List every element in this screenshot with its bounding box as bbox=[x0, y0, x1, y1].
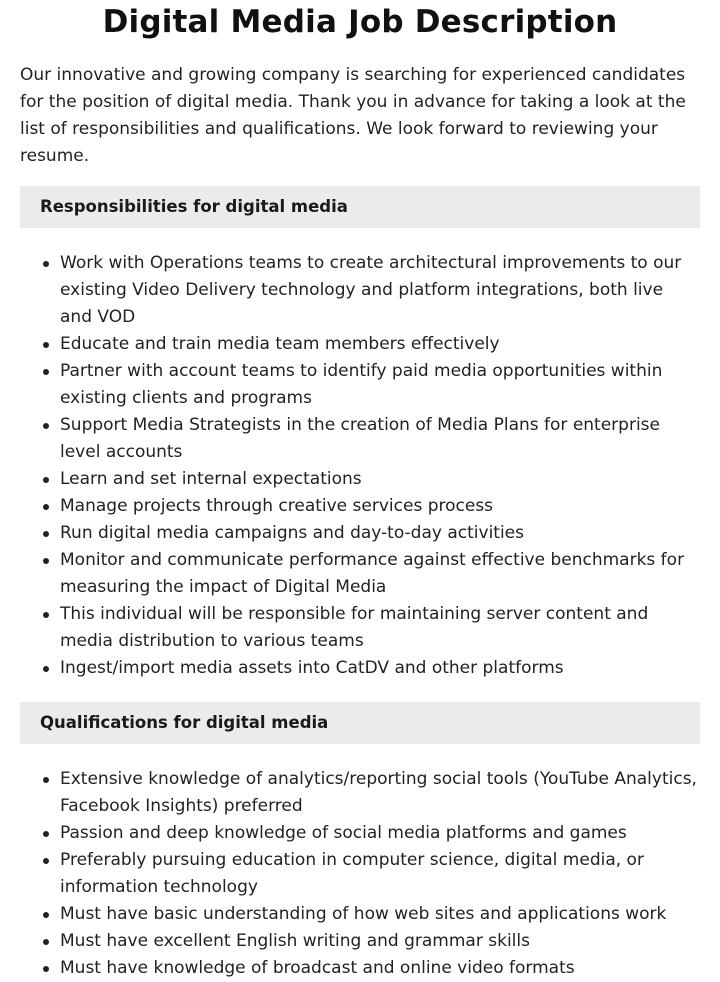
list-item: Must have excellent English writing and grammar skills bbox=[60, 928, 700, 955]
list-item: This individual will be responsible for maintaining server content and media distribution to various teams bbox=[60, 601, 700, 655]
list-item: Support Media Strategists in the creation of Media Plans for enterprise level accounts bbox=[60, 412, 700, 466]
list-item: Educate and train media team members effectively bbox=[60, 331, 700, 358]
list-item: Ingest/import media assets into CatDV and other platforms bbox=[60, 655, 700, 682]
list-item: Work with Operations teams to create architectural improvements to our existing Video Delivery technology and platform integrations, both live and VOD bbox=[60, 250, 700, 331]
list-item: Must have basic understanding of how web sites and applications work bbox=[60, 901, 700, 928]
qualifications-header: Qualifications for digital media bbox=[20, 702, 700, 744]
list-item: Preferably pursuing education in computer science, digital media, or information technology bbox=[60, 847, 700, 901]
list-item: Manage projects through creative services process bbox=[60, 493, 700, 520]
intro-paragraph: Our innovative and growing company is searching for experienced candidates for the position of digital media. Thank you in advance for taking a look at the list of responsibilities and qualifications. We look forward to reviewing your resume. bbox=[20, 65, 686, 166]
list-item: Monitor and communicate performance against effective benchmarks for measuring the impact of Digital Media bbox=[60, 547, 700, 601]
list-item: Passion and deep knowledge of social media platforms and games bbox=[60, 820, 700, 847]
qualifications-list bbox=[20, 766, 700, 982]
responsibilities-list bbox=[20, 250, 700, 682]
page-title: Digital Media Job Description bbox=[102, 4, 618, 40]
responsibilities-header: Responsibilities for digital media bbox=[20, 186, 700, 228]
list-item: Learn and set internal expectations bbox=[60, 466, 700, 493]
list-item: Partner with account teams to identify paid media opportunities within existing clients and programs bbox=[60, 358, 700, 412]
list-item: Run digital media campaigns and day-to-day activities bbox=[60, 520, 700, 547]
list-item: Must have knowledge of broadcast and online video formats bbox=[60, 955, 700, 982]
list-item: Extensive knowledge of analytics/reporting social tools (YouTube Analytics, Facebook Insights) preferred bbox=[60, 766, 700, 820]
